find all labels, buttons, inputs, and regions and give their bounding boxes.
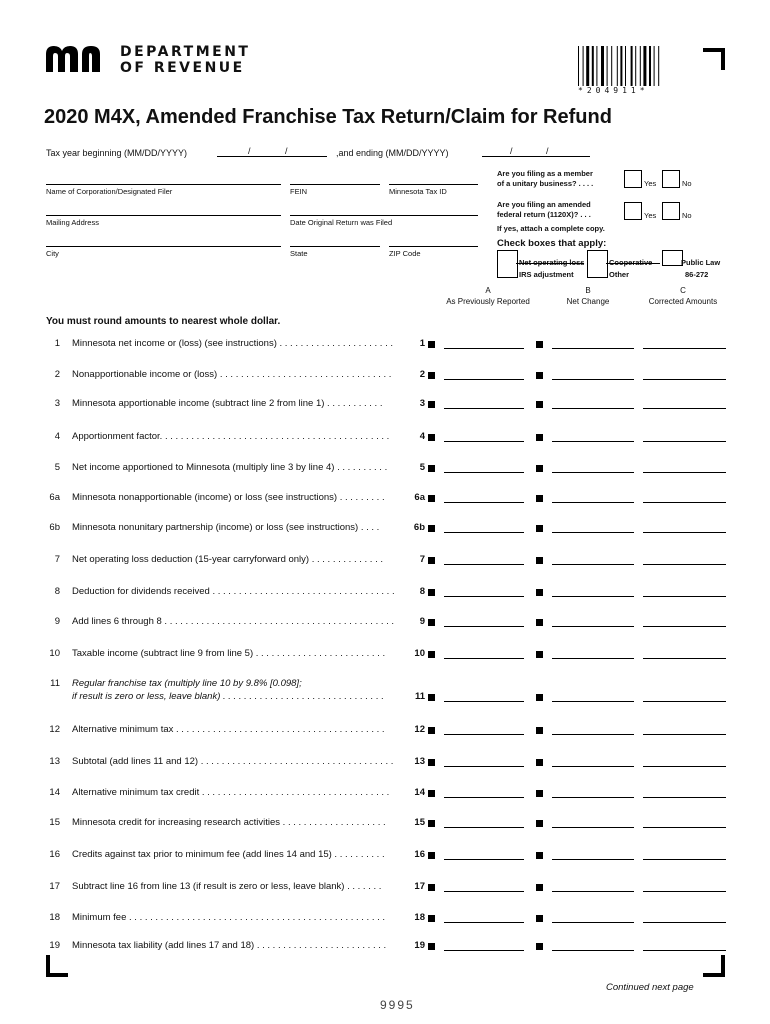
attach-note: If yes, attach a complete copy. (497, 224, 605, 233)
entry-marker (536, 915, 543, 922)
line-number: 6a (49, 492, 60, 503)
col-c-field[interactable] (643, 441, 726, 442)
barcode-bar (654, 46, 655, 86)
entry-marker (428, 790, 435, 797)
barcode-bar (643, 46, 646, 86)
unitary-question (497, 169, 593, 189)
line-number: 13 (49, 756, 60, 767)
col-c-field[interactable] (643, 797, 726, 798)
divider (606, 263, 660, 264)
barcode-bar (649, 46, 651, 86)
barcode-bar (578, 46, 579, 86)
col-c-field[interactable] (643, 532, 726, 533)
col-b-field[interactable] (552, 891, 634, 892)
public-law-label-1: Public Law (681, 258, 721, 267)
col-b-field[interactable] (552, 532, 634, 533)
mn-tax-id-label: Minnesota Tax ID (389, 187, 447, 196)
line-description: Subtotal (add lines 11 and 12) . . . . . . . . . . . . . . . . . . . . . . . . . . . . . . . . . . . . . (72, 756, 394, 767)
entry-marker (536, 790, 543, 797)
entry-marker (428, 943, 435, 950)
col-c-field[interactable] (643, 379, 726, 380)
line-number: 2 (54, 369, 60, 380)
line-ref: 5 (419, 462, 425, 473)
line-ref: 1 (419, 338, 425, 349)
line-description: Apportionment factor. . . . . . . . . . . . . . . . . . . . . . . . . . . . . . . . . . . . . . . . . . . . (72, 431, 390, 442)
col-b-field[interactable] (552, 502, 634, 503)
department-name (120, 44, 250, 76)
line-ref: 4 (419, 431, 425, 442)
barcode-bar (586, 46, 589, 86)
slash: / (248, 146, 251, 156)
line-ref: 13 (414, 756, 425, 767)
slash: / (285, 146, 288, 156)
entry-marker (428, 589, 435, 596)
col-c-field[interactable] (643, 408, 726, 409)
state-field[interactable] (290, 246, 380, 247)
corner-mark-bottom-left (46, 955, 68, 977)
col-c-field[interactable] (643, 626, 726, 627)
line-ref: 8 (419, 586, 425, 597)
amended-line-1: Are you filing an amended (497, 200, 591, 209)
col-a-field[interactable] (444, 379, 524, 380)
entry-marker (428, 525, 435, 532)
barcode-bar (625, 46, 626, 86)
entry-marker (428, 465, 435, 472)
line-description-cont: if result is zero or less, leave blank) . . . . . . . . . . . . . . . . . . . . . . . . . . . . . . . (72, 691, 385, 702)
line-number: 12 (49, 724, 60, 735)
line-ref: 6b (413, 522, 425, 533)
entry-marker (536, 434, 543, 441)
line-number: 17 (49, 881, 60, 892)
col-c-field[interactable] (643, 596, 726, 597)
line-description: Minnesota tax liability (add lines 17 and 18) . . . . . . . . . . . . . . . . . . . . . . . . . (72, 940, 387, 951)
col-a-letter: A (485, 286, 491, 295)
entry-marker (536, 884, 543, 891)
col-b-field[interactable] (552, 827, 634, 828)
corner-mark-top-right (703, 48, 725, 70)
col-a-field[interactable] (444, 502, 524, 503)
line-ref: 18 (414, 912, 425, 923)
line-description: Regular franchise tax (multiply line 10 by 9.8% [0.098]; (72, 678, 302, 689)
col-b-field[interactable] (552, 766, 634, 767)
line-ref: 6a (414, 492, 425, 503)
col-c-field[interactable] (643, 734, 726, 735)
col-c-field[interactable] (643, 472, 726, 473)
entry-marker (428, 759, 435, 766)
public-law-checkbox[interactable] (662, 250, 683, 266)
barcode-bar (611, 46, 612, 86)
fein-label: FEIN (290, 187, 308, 196)
col-b-field[interactable] (552, 441, 634, 442)
line-description: Minnesota nonapportionable (income) or loss (see instructions) . . . . . . . . . (72, 492, 385, 503)
col-a-field[interactable] (444, 348, 524, 349)
barcode-bar (635, 46, 636, 86)
entry-marker (428, 495, 435, 502)
line-number: 16 (49, 849, 60, 860)
barcode-bar (592, 46, 594, 86)
line-ref: 11 (414, 691, 425, 702)
entry-marker (536, 341, 543, 348)
unitary-yes-checkbox[interactable] (624, 170, 642, 188)
mn-logo (44, 44, 114, 79)
line-ref: 17 (414, 881, 425, 892)
coop-other-checkbox-group[interactable] (587, 250, 608, 278)
col-c-field[interactable] (643, 564, 726, 565)
line-ref: 16 (414, 849, 425, 860)
col-a-header (443, 286, 533, 306)
nol-irs-checkbox-group[interactable] (497, 250, 518, 278)
date-filed-label: Date Original Return was Filed (290, 218, 393, 227)
entry-marker (428, 557, 435, 564)
entry-marker (536, 557, 543, 564)
line-number: 9 (54, 616, 60, 627)
unitary-line-1: Are you filing as a member (497, 169, 593, 178)
line-ref: 7 (419, 554, 425, 565)
unitary-no-checkbox[interactable] (662, 170, 680, 188)
form-title: 2020 M4X, Amended Franchise Tax Return/Claim for Refund (44, 106, 612, 128)
col-a-field[interactable] (444, 701, 524, 702)
line-number: 19 (49, 940, 60, 951)
col-a-field[interactable] (444, 766, 524, 767)
entry-marker (428, 884, 435, 891)
page-code: 9995 (380, 998, 415, 1012)
other-label: Other (609, 270, 630, 279)
col-a-field[interactable] (444, 408, 524, 409)
col-a-field[interactable] (444, 658, 524, 659)
city-label: City (46, 249, 59, 258)
col-a-field[interactable] (444, 950, 524, 951)
entry-marker (536, 589, 543, 596)
line-number: 7 (54, 554, 60, 565)
col-b-label: Net Change (566, 297, 610, 306)
col-c-letter: C (680, 286, 686, 295)
check-boxes-title: Check boxes that apply: (497, 238, 607, 249)
line-description: Minnesota net income or (loss) (see instructions) . . . . . . . . . . . . . . . . . . . . . . (72, 338, 393, 349)
col-b-letter: B (585, 286, 591, 295)
line-number: 1 (54, 338, 60, 349)
entry-marker (428, 619, 435, 626)
line-ref: 15 (414, 817, 425, 828)
line-description: Add lines 6 through 8 . . . . . . . . . . . . . . . . . . . . . . . . . . . . . . . . . . . . . . . . . . . . (72, 616, 395, 627)
entry-marker (536, 619, 543, 626)
col-c-field[interactable] (643, 348, 726, 349)
barcode-number: *204911* (578, 86, 649, 95)
col-b-field[interactable] (552, 859, 634, 860)
col-c-field[interactable] (643, 766, 726, 767)
amended-no-checkbox[interactable] (662, 202, 680, 220)
entry-marker (536, 465, 543, 472)
line-description: Taxable income (subtract line 9 from line 5) . . . . . . . . . . . . . . . . . . . . . . . . . (72, 648, 386, 659)
mn-tax-id-field[interactable] (389, 184, 478, 185)
entry-marker (428, 372, 435, 379)
barcode-bar (607, 46, 608, 86)
col-a-field[interactable] (444, 734, 524, 735)
line-ref: 19 (414, 940, 425, 951)
line-description: Alternative minimum tax credit . . . . . . . . . . . . . . . . . . . . . . . . . . . . . . . . . . . . (72, 787, 390, 798)
state-label: State (290, 249, 308, 258)
col-b-field[interactable] (552, 408, 634, 409)
entry-marker (428, 434, 435, 441)
line-description: Minnesota apportionable income (subtract line 2 from line 1) . . . . . . . . . . . (72, 398, 383, 409)
slash: / (546, 146, 549, 156)
entry-marker (428, 915, 435, 922)
unitary-line-2: of a unitary business? . . . . (497, 179, 594, 188)
col-b-field[interactable] (552, 596, 634, 597)
col-b-field[interactable] (552, 734, 634, 735)
line-description: Nonapportionable income or (loss) . . . . . . . . . . . . . . . . . . . . . . . . . . . . . . . . . (72, 369, 392, 380)
name-field[interactable] (46, 184, 281, 185)
line-number: 3 (54, 398, 60, 409)
barcode (578, 46, 683, 86)
entry-marker (536, 694, 543, 701)
entry-marker (428, 694, 435, 701)
line-description: Minnesota nonunitary partnership (income) or loss (see instructions) . . . . (72, 522, 380, 533)
tax-year-ending-label: ,and ending (MM/DD/YYYY) (336, 148, 449, 158)
line-description: Subtract line 16 from line 13 (if result is zero or less, leave blank) . . . . . . . (72, 881, 382, 892)
col-c-field[interactable] (643, 502, 726, 503)
mailing-address-label: Mailing Address (46, 218, 99, 227)
amended-line-2: federal return (1120X)? . . . (497, 210, 591, 219)
line-description: Net income apportioned to Minnesota (multiply line 3 by line 4) . . . . . . . . . . (72, 462, 388, 473)
col-b-field[interactable] (552, 950, 634, 951)
zip-field[interactable] (389, 246, 478, 247)
continued-note: Continued next page (606, 982, 694, 993)
col-b-field[interactable] (552, 626, 634, 627)
barcode-bar (620, 46, 622, 86)
line-description: Alternative minimum tax . . . . . . . . . . . . . . . . . . . . . . . . . . . . . . . . . . . . . . . . (72, 724, 385, 735)
line-number: 4 (54, 431, 60, 442)
line-number: 10 (49, 648, 60, 659)
entry-marker (536, 401, 543, 408)
nol-label: Net operating loss (519, 258, 585, 267)
col-b-field[interactable] (552, 701, 634, 702)
line-ref: 12 (414, 724, 425, 735)
corner-mark-bottom-right (703, 955, 725, 977)
amended-yes-checkbox[interactable] (624, 202, 642, 220)
line-description: Credits against tax prior to minimum fee (add lines 14 and 15) . . . . . . . . . . (72, 849, 385, 860)
col-c-field[interactable] (643, 859, 726, 860)
col-a-field[interactable] (444, 596, 524, 597)
yes-label: Yes (644, 211, 657, 220)
entry-marker (428, 852, 435, 859)
col-a-field[interactable] (444, 532, 524, 533)
col-a-field[interactable] (444, 441, 524, 442)
barcode-bar (596, 46, 597, 86)
line-description: Deduction for dividends received . . . . . . . . . . . . . . . . . . . . . . . . . . . . . . . . . . . (72, 586, 395, 597)
line-description: Minimum fee . . . . . . . . . . . . . . . . . . . . . . . . . . . . . . . . . . . . . . . . . . . . . . . . . (72, 912, 386, 923)
col-c-field[interactable] (643, 891, 726, 892)
mailing-address-field[interactable] (46, 215, 281, 216)
tax-year-beginning-label: Tax year beginning (MM/DD/YYYY) (46, 148, 188, 158)
col-a-field[interactable] (444, 797, 524, 798)
col-b-field[interactable] (552, 379, 634, 380)
divider (516, 263, 584, 264)
col-a-field[interactable] (444, 859, 524, 860)
col-b-field[interactable] (552, 472, 634, 473)
line-ref: 10 (414, 648, 425, 659)
no-label: No (682, 179, 692, 188)
col-b-field[interactable] (552, 922, 634, 923)
entry-marker (428, 820, 435, 827)
col-c-field[interactable] (643, 658, 726, 659)
col-a-field[interactable] (444, 922, 524, 923)
line-number: 14 (49, 787, 60, 798)
round-note: You must round amounts to nearest whole dollar. (46, 316, 281, 327)
entry-marker (536, 820, 543, 827)
slash: / (510, 146, 513, 156)
name-label: Name of Corporation/Designated Filer (46, 187, 173, 196)
barcode-bar (640, 46, 641, 86)
col-a-field[interactable] (444, 891, 524, 892)
entry-marker (536, 372, 543, 379)
line-ref: 14 (414, 787, 425, 798)
col-c-field[interactable] (643, 950, 726, 951)
line-ref: 3 (419, 398, 425, 409)
tax-year-ending-field[interactable] (482, 156, 590, 157)
dept-line-1: DEPARTMENT (120, 44, 251, 60)
public-law-label-2: 86-272 (685, 270, 709, 279)
entry-marker (536, 943, 543, 950)
col-b-field[interactable] (552, 348, 634, 349)
amended-question (497, 200, 591, 220)
entry-marker (536, 727, 543, 734)
entry-marker (536, 525, 543, 532)
no-label: No (682, 211, 692, 220)
col-c-field[interactable] (643, 827, 726, 828)
yes-label: Yes (644, 179, 657, 188)
line-number: 15 (49, 817, 60, 828)
irs-label: IRS adjustment (519, 270, 574, 279)
line-number: 18 (49, 912, 60, 923)
entry-marker (536, 759, 543, 766)
entry-marker (536, 852, 543, 859)
barcode-bar (658, 46, 659, 86)
entry-marker (536, 495, 543, 502)
entry-marker (536, 651, 543, 658)
col-c-field[interactable] (643, 922, 726, 923)
col-b-header (548, 286, 628, 306)
dept-line-2: OF REVENUE (120, 60, 245, 76)
col-a-field[interactable] (444, 827, 524, 828)
line-number: 5 (54, 462, 60, 473)
barcode-bar (617, 46, 618, 86)
col-a-field[interactable] (444, 564, 524, 565)
line-number: 6b (49, 522, 60, 533)
line-number: 8 (54, 586, 60, 597)
entry-marker (428, 341, 435, 348)
coop-label: Cooperative (609, 258, 653, 267)
date-filed-field[interactable] (290, 215, 478, 216)
col-b-field[interactable] (552, 797, 634, 798)
line-description: Net operating loss deduction (15-year carryforward only) . . . . . . . . . . . . . . (72, 554, 383, 565)
barcode-bar (583, 46, 584, 86)
barcode-bar (631, 46, 633, 86)
col-b-field[interactable] (552, 564, 634, 565)
line-description: Minnesota credit for increasing research activities . . . . . . . . . . . . . . . . . . . . (72, 817, 386, 828)
col-c-label: Corrected Amounts (648, 297, 718, 306)
entry-marker (428, 651, 435, 658)
col-a-field[interactable] (444, 626, 524, 627)
line-ref: 2 (419, 369, 425, 380)
col-c-header (640, 286, 726, 306)
col-b-field[interactable] (552, 658, 634, 659)
entry-marker (428, 727, 435, 734)
zip-label: ZIP Code (389, 249, 421, 258)
line-number: 11 (50, 678, 60, 689)
col-c-field[interactable] (643, 701, 726, 702)
fein-field[interactable] (290, 184, 380, 185)
col-a-field[interactable] (444, 472, 524, 473)
col-a-label: As Previously Reported (446, 297, 530, 306)
tax-year-beginning-field[interactable] (217, 156, 327, 157)
barcode-bar (601, 46, 604, 86)
line-ref: 9 (419, 616, 425, 627)
city-field[interactable] (46, 246, 281, 247)
entry-marker (428, 401, 435, 408)
